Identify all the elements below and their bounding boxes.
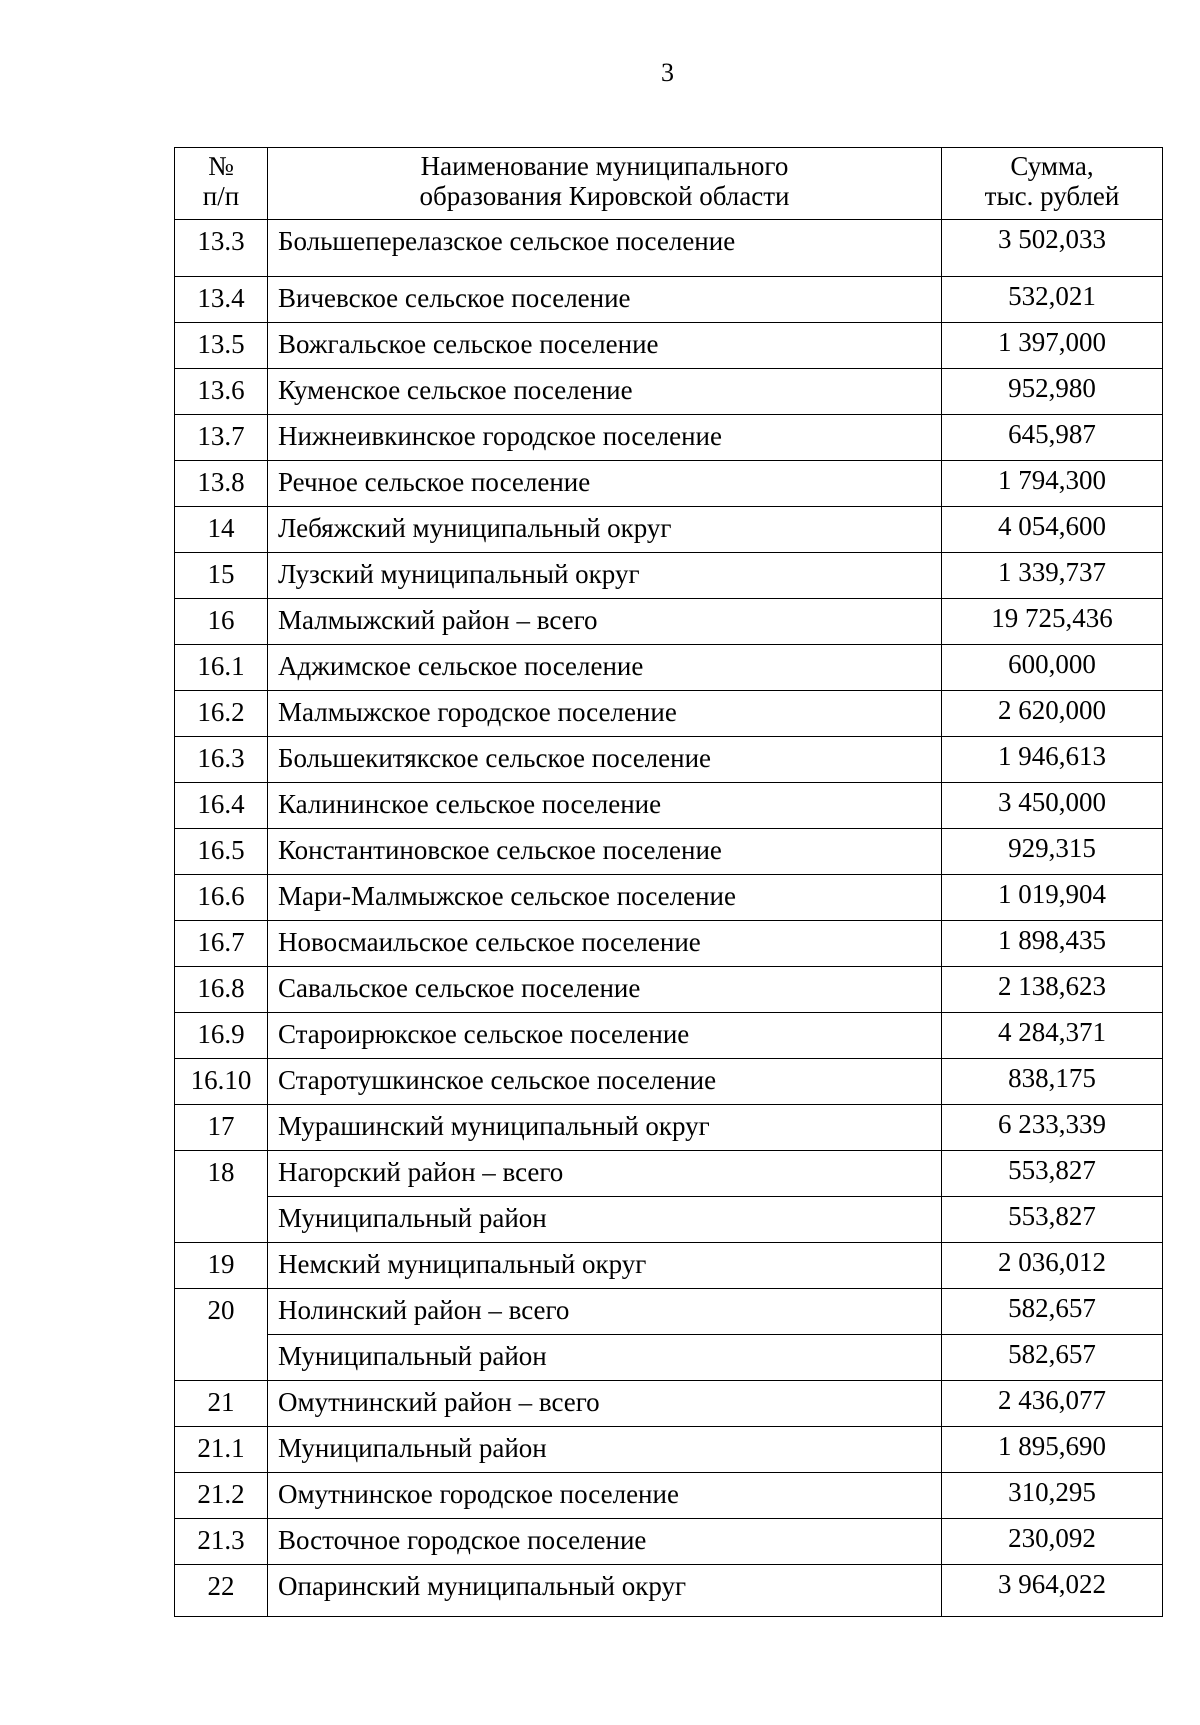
cell-sum: 645,987 bbox=[942, 415, 1163, 461]
table-row bbox=[175, 1151, 1163, 1197]
cell-num: 16.4 bbox=[175, 783, 268, 829]
cell-name: Нолинский район – всего bbox=[268, 1289, 942, 1335]
table-row bbox=[175, 1427, 1163, 1473]
cell-sum: 230,092 bbox=[942, 1519, 1163, 1565]
cell-sum: 2 138,623 bbox=[942, 967, 1163, 1013]
header-num-text: № п/п bbox=[202, 151, 240, 211]
table-row bbox=[175, 1473, 1163, 1519]
cell-num: 13.3 bbox=[175, 220, 268, 277]
cell-sum: 19 725,436 bbox=[942, 599, 1163, 645]
cell-num: 19 bbox=[175, 1243, 268, 1289]
header-sum-text: Сумма, тыс. рублей bbox=[984, 151, 1120, 211]
cell-name: Муниципальный район bbox=[268, 1427, 942, 1473]
cell-num: 16 bbox=[175, 599, 268, 645]
cell-num: 15 bbox=[175, 553, 268, 599]
cell-num: 16.7 bbox=[175, 921, 268, 967]
cell-num bbox=[175, 1197, 268, 1243]
table-row bbox=[175, 599, 1163, 645]
cell-sum: 1 895,690 bbox=[942, 1427, 1163, 1473]
cell-num: 16.3 bbox=[175, 737, 268, 783]
table-row bbox=[175, 967, 1163, 1013]
cell-sum: 2 620,000 bbox=[942, 691, 1163, 737]
page-number: 3 bbox=[661, 58, 674, 87]
cell-num: 21 bbox=[175, 1381, 268, 1427]
cell-sum: 1 794,300 bbox=[942, 461, 1163, 507]
table-row bbox=[175, 829, 1163, 875]
cell-sum: 600,000 bbox=[942, 645, 1163, 691]
table-row bbox=[175, 1059, 1163, 1105]
table-row bbox=[175, 1565, 1163, 1617]
cell-sum: 582,657 bbox=[942, 1335, 1163, 1381]
cell-sum: 1 946,613 bbox=[942, 737, 1163, 783]
cell-num: 13.5 bbox=[175, 323, 268, 369]
table-header-row bbox=[175, 148, 1163, 220]
table-row bbox=[175, 220, 1163, 277]
cell-num: 16.2 bbox=[175, 691, 268, 737]
cell-sum: 532,021 bbox=[942, 277, 1163, 323]
table-row bbox=[175, 461, 1163, 507]
cell-sum: 310,295 bbox=[942, 1473, 1163, 1519]
cell-sum: 553,827 bbox=[942, 1197, 1163, 1243]
table-row bbox=[175, 1013, 1163, 1059]
cell-num: 13.4 bbox=[175, 277, 268, 323]
cell-num: 17 bbox=[175, 1105, 268, 1151]
cell-num bbox=[175, 1335, 268, 1381]
cell-sum: 6 233,339 bbox=[942, 1105, 1163, 1151]
cell-name: Калининское сельское поселение bbox=[268, 783, 942, 829]
table-row bbox=[175, 1519, 1163, 1565]
cell-name: Староирюкское сельское поселение bbox=[268, 1013, 942, 1059]
cell-name: Муниципальный район bbox=[268, 1197, 942, 1243]
cell-num: 13.7 bbox=[175, 415, 268, 461]
cell-sum: 1 898,435 bbox=[942, 921, 1163, 967]
cell-num: 16.1 bbox=[175, 645, 268, 691]
header-name bbox=[268, 148, 942, 220]
cell-name: Лузский муниципальный округ bbox=[268, 553, 942, 599]
cell-sum: 1 339,737 bbox=[942, 553, 1163, 599]
cell-sum: 4 054,600 bbox=[942, 507, 1163, 553]
cell-num: 13.6 bbox=[175, 369, 268, 415]
cell-name: Опаринский муниципальный округ bbox=[268, 1565, 942, 1617]
cell-name: Нижнеивкинское городское поселение bbox=[268, 415, 942, 461]
cell-num: 16.10 bbox=[175, 1059, 268, 1105]
table-row bbox=[175, 507, 1163, 553]
cell-num: 14 bbox=[175, 507, 268, 553]
cell-name: Мари-Малмыжское сельское поселение bbox=[268, 875, 942, 921]
table-row bbox=[175, 783, 1163, 829]
cell-num: 21.3 bbox=[175, 1519, 268, 1565]
cell-name: Большеперелазское сельское поселение bbox=[268, 220, 942, 277]
cell-name: Малмыжский район – всего bbox=[268, 599, 942, 645]
cell-sum: 1 397,000 bbox=[942, 323, 1163, 369]
table-row bbox=[175, 369, 1163, 415]
table-row bbox=[175, 1197, 1163, 1243]
cell-sum: 2 436,077 bbox=[942, 1381, 1163, 1427]
cell-sum: 582,657 bbox=[942, 1289, 1163, 1335]
cell-sum: 1 019,904 bbox=[942, 875, 1163, 921]
table-row bbox=[175, 553, 1163, 599]
header-num bbox=[175, 148, 268, 220]
cell-name: Константиновское сельское поселение bbox=[268, 829, 942, 875]
cell-name: Старотушкинское сельское поселение bbox=[268, 1059, 942, 1105]
header-name-text: Наименование муниципального образования Кировской области bbox=[419, 151, 790, 211]
cell-num: 16.6 bbox=[175, 875, 268, 921]
table-row bbox=[175, 1381, 1163, 1427]
cell-num: 16.5 bbox=[175, 829, 268, 875]
cell-num: 22 bbox=[175, 1565, 268, 1617]
cell-name: Нагорский район – всего bbox=[268, 1151, 942, 1197]
cell-name: Лебяжский муниципальный округ bbox=[268, 507, 942, 553]
cell-name: Омутнинский район – всего bbox=[268, 1381, 942, 1427]
cell-name: Мурашинский муниципальный округ bbox=[268, 1105, 942, 1151]
table-row bbox=[175, 875, 1163, 921]
cell-sum: 3 502,033 bbox=[942, 220, 1163, 277]
table-row bbox=[175, 323, 1163, 369]
cell-sum: 838,175 bbox=[942, 1059, 1163, 1105]
table-row bbox=[175, 1289, 1163, 1335]
cell-name: Немский муниципальный округ bbox=[268, 1243, 942, 1289]
funding-table bbox=[174, 147, 1163, 1617]
cell-name: Восточное городское поселение bbox=[268, 1519, 942, 1565]
cell-name: Омутнинское городское поселение bbox=[268, 1473, 942, 1519]
cell-name: Вичевское сельское поселение bbox=[268, 277, 942, 323]
cell-num: 20 bbox=[175, 1289, 268, 1335]
cell-sum: 952,980 bbox=[942, 369, 1163, 415]
cell-sum: 4 284,371 bbox=[942, 1013, 1163, 1059]
cell-name: Савальское сельское поселение bbox=[268, 967, 942, 1013]
table-row bbox=[175, 1105, 1163, 1151]
table-row bbox=[175, 737, 1163, 783]
table-row bbox=[175, 691, 1163, 737]
table-row bbox=[175, 645, 1163, 691]
cell-num: 16.9 bbox=[175, 1013, 268, 1059]
cell-name: Новосмаильское сельское поселение bbox=[268, 921, 942, 967]
cell-num: 16.8 bbox=[175, 967, 268, 1013]
header-sum bbox=[942, 148, 1163, 220]
table-row bbox=[175, 921, 1163, 967]
table-row bbox=[175, 277, 1163, 323]
cell-sum: 2 036,012 bbox=[942, 1243, 1163, 1289]
cell-num: 21.2 bbox=[175, 1473, 268, 1519]
cell-sum: 3 450,000 bbox=[942, 783, 1163, 829]
table-row bbox=[175, 1243, 1163, 1289]
cell-name: Куменское сельское поселение bbox=[268, 369, 942, 415]
cell-num: 21.1 bbox=[175, 1427, 268, 1473]
cell-name: Вожгальское сельское поселение bbox=[268, 323, 942, 369]
cell-name: Аджимское сельское поселение bbox=[268, 645, 942, 691]
cell-num: 13.8 bbox=[175, 461, 268, 507]
cell-name: Муниципальный район bbox=[268, 1335, 942, 1381]
cell-sum: 3 964,022 bbox=[942, 1565, 1163, 1617]
cell-sum: 553,827 bbox=[942, 1151, 1163, 1197]
cell-name: Большекитякское сельское поселение bbox=[268, 737, 942, 783]
table-row bbox=[175, 1335, 1163, 1381]
cell-name: Речное сельское поселение bbox=[268, 461, 942, 507]
cell-num: 18 bbox=[175, 1151, 268, 1197]
cell-name: Малмыжское городское поселение bbox=[268, 691, 942, 737]
cell-sum: 929,315 bbox=[942, 829, 1163, 875]
table-row bbox=[175, 415, 1163, 461]
